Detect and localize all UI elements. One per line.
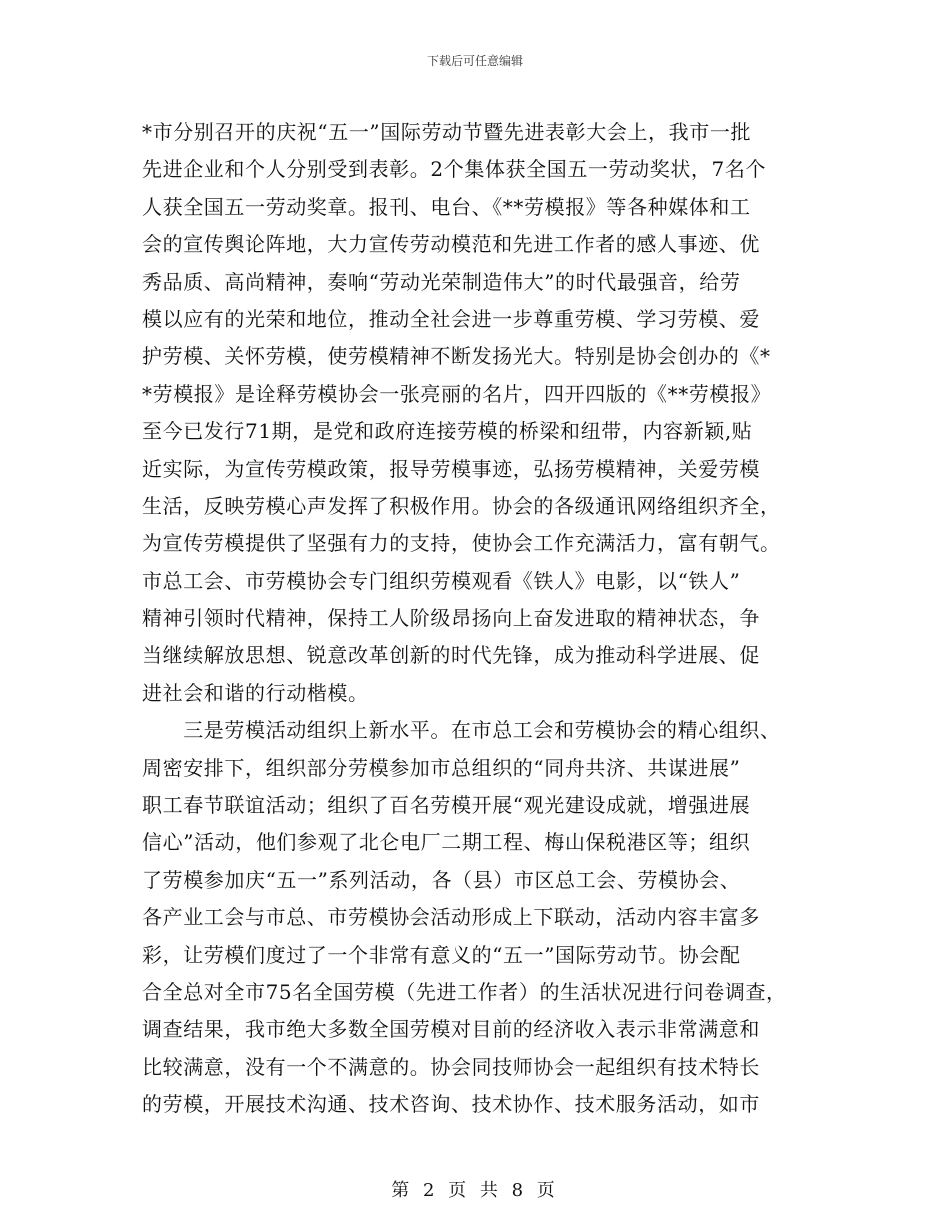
body-line: 为宣传劳模提供了坚强有力的支持，使协会工作充满活力，富有朝气。 bbox=[142, 531, 781, 556]
body-line: 秀品质、高尚精神，奏响“劳动光荣制造伟大”的时代最强音，给劳 bbox=[142, 269, 741, 294]
body-line: 会的宣传舆论阵地，大力宣传劳动模范和先进工作者的感人事迹、优 bbox=[142, 232, 760, 257]
document-body bbox=[142, 114, 822, 1124]
body-line: 合全总对全市75名全国劳模（先进工作者）的生活状况进行问卷调查， bbox=[142, 979, 787, 1004]
body-line: *劳模报》是诠释劳模协会一张亮丽的名片，四开四版的《**劳模报》 bbox=[142, 381, 772, 406]
body-line: 职工春节联谊活动；组织了百名劳模开展“观光建设成就，增强进展 bbox=[142, 793, 751, 818]
body-line: 各产业工会与市总、市劳模协会活动形成上下联动，活动内容丰富多 bbox=[142, 905, 760, 930]
body-line: 精神引领时代精神，保持工人阶级昂扬向上奋发进取的精神状态，争 bbox=[142, 606, 760, 631]
body-line: 了劳模参加庆“五一”系列活动，各（县）市区总工会、劳模协会、 bbox=[142, 867, 741, 892]
body-line: 近实际，为宣传劳模政策，报导劳模事迹，弘扬劳模精神，关爱劳模 bbox=[142, 456, 760, 481]
body-line: 周密安排下，组织部分劳模参加市总组织的“同舟共济、共谋进展” bbox=[142, 755, 741, 780]
body-line: 人获全国五一劳动奖章。报刊、电台、《**劳模报》等各种媒体和工 bbox=[142, 194, 751, 219]
page-number-footer: 第 2 页 共 8 页 bbox=[391, 1180, 559, 1201]
body-line: 调查结果，我市绝大多数全国劳模对目前的经济收入表示非常满意和 bbox=[142, 1017, 760, 1042]
body-line: 至今已发行71期，是党和政府连接劳模的桥梁和纽带，内容新颖,贴 bbox=[142, 419, 753, 444]
body-line: 彩，让劳模们度过了一个非常有意义的“五一”国际劳动节。协会配 bbox=[142, 942, 741, 967]
body-line: 的劳模，开展技术沟通、技术咨询、技术协作、技术服务活动，如市 bbox=[142, 1092, 760, 1117]
body-line: 进社会和谐的行动楷模。 bbox=[142, 680, 369, 705]
body-line: 市总工会、市劳模协会专门组织劳模观看《铁人》电影，以“铁人” bbox=[142, 568, 741, 593]
body-line: 三是劳模活动组织上新水平。在市总工会和劳模协会的精心组织、 bbox=[142, 718, 781, 743]
body-line: 比较满意，没有一个不满意的。协会同技师协会一起组织有技术特长 bbox=[142, 1054, 760, 1079]
body-line: 当继续解放思想、锐意改革创新的时代先锋，成为推动科学进展、促 bbox=[142, 643, 760, 668]
page-header-note: 下载后可任意编辑 bbox=[426, 54, 523, 68]
body-line: 生活，反映劳模心声发挥了积极作用。协会的各级通讯网络组织齐全， bbox=[142, 493, 781, 518]
body-line: 先进企业和个人分别受到表彰。2个集体获全国五一劳动奖状，7名个 bbox=[142, 157, 767, 182]
body-line: 模以应有的光荣和地位，推动全社会进一步尊重劳模、学习劳模、爱 bbox=[142, 306, 760, 331]
body-line: 信心”活动，他们参观了北仑电厂二期工程、梅山保税港区等；组织 bbox=[142, 830, 751, 855]
body-line: *市分别召开的庆祝“五一”国际劳动节暨先进表彰大会上，我市一批 bbox=[142, 120, 752, 144]
body-line: 护劳模、关怀劳模，使劳模精神不断发扬光大。特别是协会创办的《* bbox=[142, 344, 771, 369]
